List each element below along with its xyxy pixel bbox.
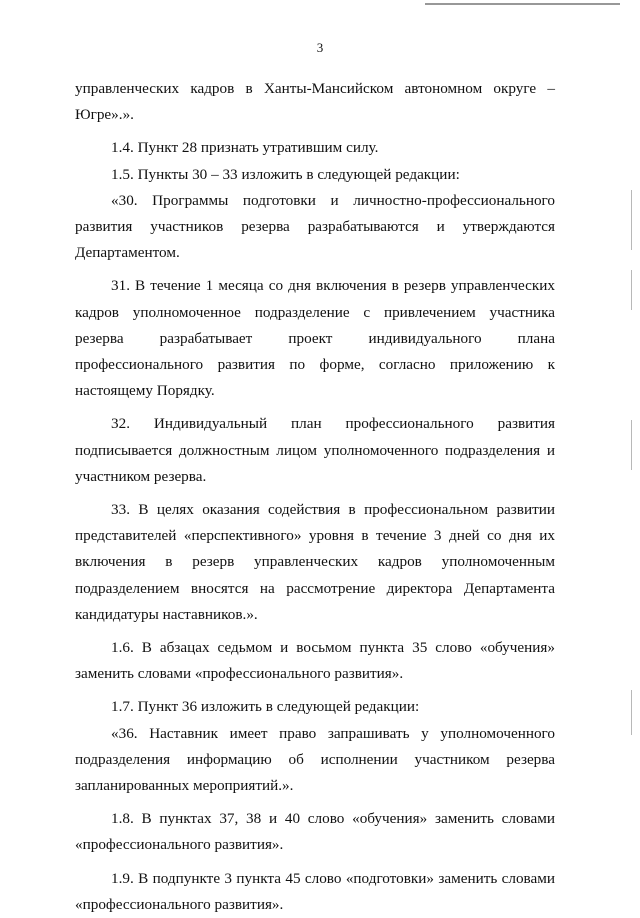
- paragraph-item-1-7: 1.7. Пункт 36 изложить в следующей редакции:: [111, 698, 420, 716]
- page-number: 3: [316, 40, 324, 55]
- scan-edge-mark: [631, 190, 632, 250]
- paragraph-point-30: «30. Программы подготовки и личностно-профессионального развития участников резерва разрабатываются и утверждаются Департаментом.: [75, 191, 555, 262]
- paragraph-point-32: 32. Индивидуальный план профессионального развития подписывается должностным лицом уполномоченного подразделения и участником резерва.: [75, 415, 555, 485]
- scan-edge-mark: [631, 690, 632, 735]
- paragraph-item-1-9: 1.9. В подпункте 3 пункта 45 слово «подготовки» заменить словами «профессионального развития».: [75, 869, 555, 913]
- scan-edge-mark: [631, 270, 632, 310]
- paragraph-item-1-5: 1.5. Пункты 30 – 33 изложить в следующей редакции:: [111, 165, 460, 183]
- paragraph-item-1-4: 1.4. Пункт 28 признать утратившим силу.: [111, 139, 379, 157]
- scan-artifact-line: [425, 3, 620, 8]
- paragraph-item-1-8: 1.8. В пунктах 37, 38 и 40 слово «обучения» заменить словами «профессионального развития».: [75, 810, 555, 854]
- paragraph-point-36: «36. Наставник имеет право запрашивать у уполномоченного подразделения информацию об исполнении участником резерва запланированных мероприятий.».: [75, 724, 555, 795]
- paragraph-point-33: 33. В целях оказания содействия в профессиональном развитии представителей «перспективного» уровня в течение 3 дней со дня их включения в резерв управленческих кадров уполномоченным подразделением вносятся на рассмотрение директора Департамента кандидатуры наставников.».: [75, 501, 555, 623]
- document-body: [75, 76, 555, 918]
- scan-edge-mark: [631, 420, 632, 470]
- paragraph-continuation: управленческих кадров в Ханты-Мансийском автономном округе – Югре».».: [75, 80, 555, 124]
- paragraph-point-31: 31. В течение 1 месяца со дня включения в резерв управленческих кадров уполномоченное подразделение с привлечением участника резерва разрабатывает проект индивидуального плана профессионального развития по форме, согласно приложению к настоящему Порядку.: [75, 277, 555, 400]
- paragraph-item-1-6: 1.6. В абзацах седьмом и восьмом пункта 35 слово «обучения» заменить словами «профессионального развития».: [75, 639, 555, 683]
